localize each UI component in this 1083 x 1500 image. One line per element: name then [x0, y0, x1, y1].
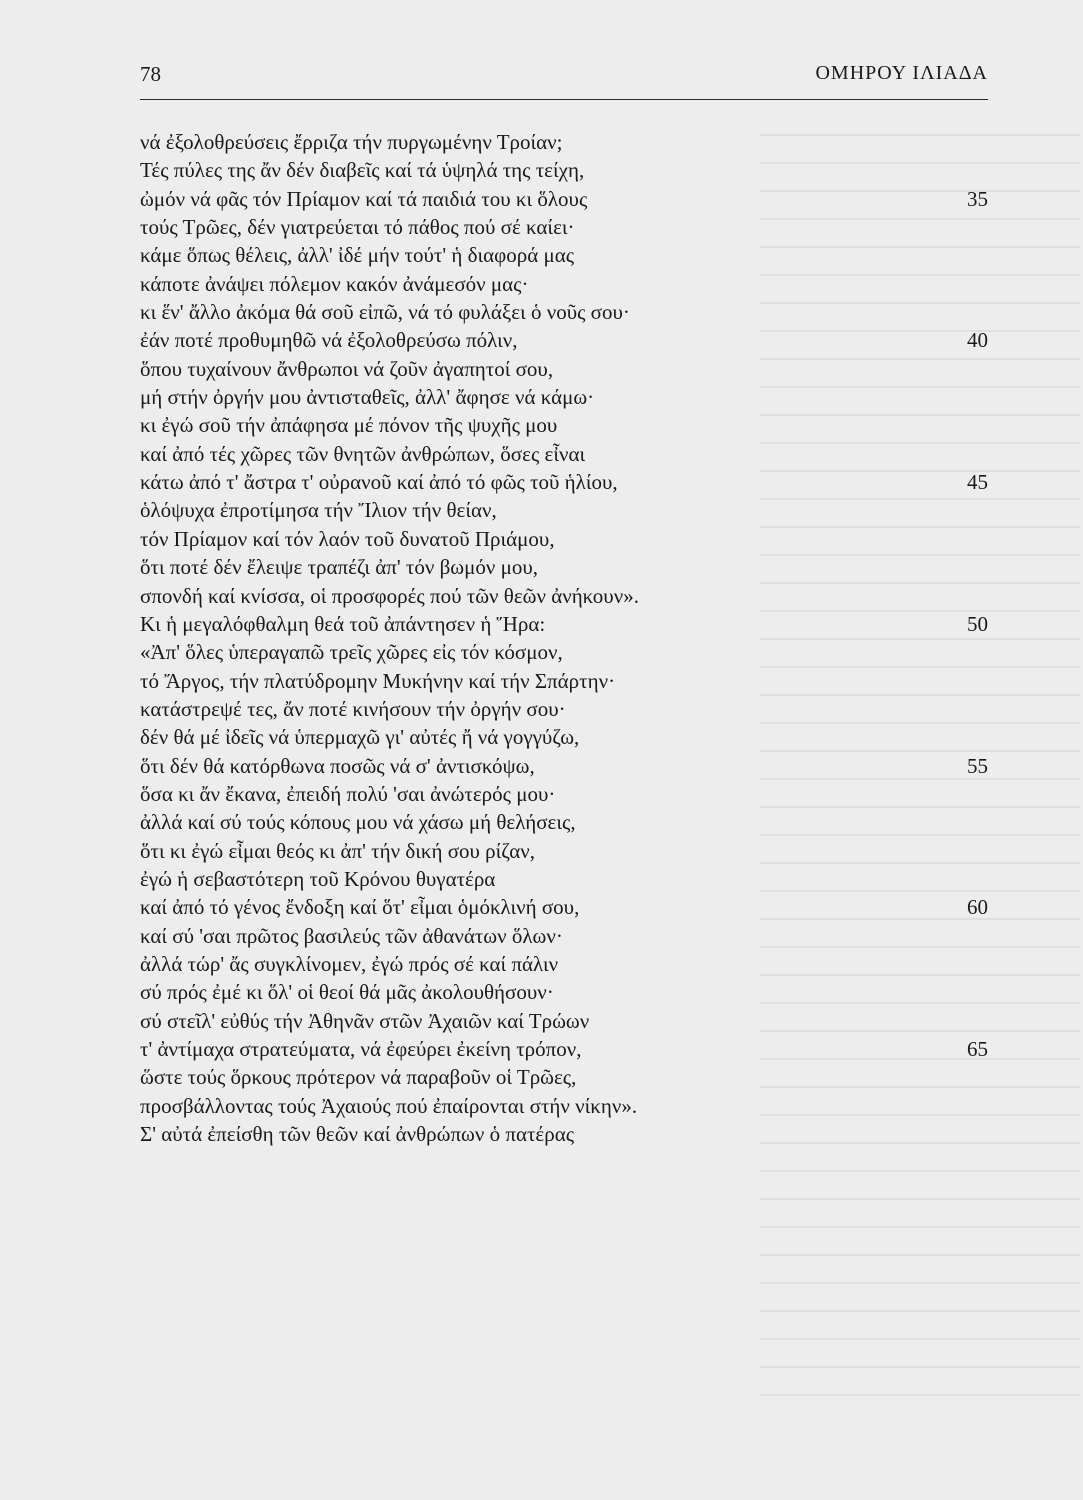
verse-line: [140, 156, 988, 184]
verse-line: [140, 1120, 988, 1148]
verse-text: τόν Πρίαμον καί τόν λαόν τοῦ δυνατοῦ Πριάμου,: [140, 526, 555, 551]
verse-line: [140, 893, 988, 921]
page-number: 78: [140, 62, 161, 86]
verse-text: ὅσα κι ἄν ἔκανα, ἐπειδή πολύ 'σαι ἀνώτερός μου·: [140, 781, 556, 806]
verse-text: Τές πύλες της ἄν δέν διαβεῖς καί τά ὑψηλά της τείχη,: [140, 158, 585, 183]
verse-line: [140, 667, 988, 695]
verse-text: κάτω ἀπό τ' ἄστρα τ' οὐρανοῦ καί ἀπό τό φῶς τοῦ ἡλίου,: [140, 470, 618, 495]
verse-text: ὥστε τούς ὅρκους πρότερον νά παραβοῦν οἱ Τρῶες,: [140, 1065, 577, 1090]
line-number: 55: [967, 753, 988, 778]
verse-text: τό Ἄργος, τήν πλατύδρομην Μυκήνην καί τήν Σπάρτην·: [140, 668, 616, 693]
verse-line: [140, 270, 988, 298]
verse-text: Κι ἡ μεγαλόφθαλμη θεά τοῦ ἀπάντησεν ἡ Ἥρα:: [140, 611, 546, 636]
verse-line: [140, 128, 988, 156]
verse-line: [140, 695, 988, 723]
verse-text: τούς Τρῶες, δέν γιατρεύεται τό πάθος πού σέ καίει·: [140, 215, 575, 240]
verse-text: δέν θά μέ ἰδεῖς νά ὑπερμαχῶ γι' αὐτές ἤ νά γογγύζω,: [140, 725, 580, 750]
verse-text: τ' ἀντίμαχα στρατεύματα, νά ἐφεύρει ἐκείνη τρόπον,: [140, 1037, 582, 1061]
verse-line: [140, 440, 988, 468]
verse-line: [140, 978, 988, 1006]
verse-text: σύ στεῖλ' εὐθύς τήν Ἀθηνᾶν στῶν Ἀχαιῶν καί Τρώων: [140, 1008, 590, 1033]
verse-text: ὅτι κι ἐγώ εἶμαι θεός κι ἀπ' τήν δική σου ρίζαν,: [140, 838, 535, 863]
line-number: 40: [967, 328, 988, 353]
verse-line: [140, 213, 988, 241]
verse-text: καί ἀπό τό γένος ἔνδοξη καί ὅτ' εἶμαι ὁμόκλινή σου,: [140, 895, 580, 920]
verse-line: [140, 525, 988, 553]
verse-text: σπονδή καί κνίσσα, οἱ προσφορές πού τῶν θεῶν ἀνήκουν».: [140, 583, 639, 608]
verse-line: [140, 468, 988, 496]
verse-text: κάποτε ἀνάψει πόλεμον κακόν ἀνάμεσόν μας·: [140, 271, 529, 296]
verse-text: ὅτι ποτέ δέν ἔλειψε τραπέζι ἀπ' τόν βωμόν μου,: [140, 555, 539, 580]
verse-text: ὅπου τυχαίνουν ἄνθρωποι νά ζοῦν ἀγαπητοί σου,: [140, 356, 554, 381]
verse-text: «Ἀπ' ὅλες ὑπεραγαπῶ τρεῖς χῶρες εἰς τόν κόσμον,: [140, 640, 563, 665]
verse-text: προσβάλλοντας τούς Ἀχαιούς πού ἐπαίρονται στήν νίκην».: [140, 1093, 638, 1118]
verse-line: [140, 1063, 988, 1091]
running-title: ΟΜΗΡΟΥ ΙΛΙΑΔΑ: [815, 62, 988, 84]
verse-line: [140, 383, 988, 411]
line-number: 60: [967, 895, 988, 920]
verse-line: [140, 241, 988, 269]
verse-line: [140, 638, 988, 666]
verse-line: [140, 752, 988, 780]
verse-text: Σ' αὐτά ἐπείσθη τῶν θεῶν καί ἀνθρώπων ὁ πατέρας: [140, 1122, 575, 1147]
verse-line: [140, 1035, 988, 1063]
line-number: 35: [967, 186, 988, 211]
verse-text: ὁλόψυχα ἐπροτίμησα τήν Ἴλιον τήν θείαν,: [140, 498, 497, 523]
verse-line: [140, 553, 988, 581]
verse-line: [140, 1092, 988, 1120]
verse-text: ἀλλά καί σύ τούς κόπους μου νά χάσω μή θελήσεις,: [140, 810, 576, 835]
verse-text: ἀλλά τώρ' ἄς συγκλίνομεν, ἐγώ πρός σέ καί πάλιν: [140, 951, 559, 976]
verse-line: [140, 185, 988, 213]
verse-line: [140, 723, 988, 751]
verse-text: μή στήν ὀργήν μου ἀντισταθεῖς, ἀλλ' ἄφησε νά κάμω·: [140, 385, 595, 410]
verse-line: [140, 298, 988, 326]
verse-line: [140, 950, 988, 978]
verse-text: ὅτι δέν θά κατόρθωνα ποσῶς νά σ' ἀντισκόψω,: [140, 753, 535, 778]
verse-line: [140, 496, 988, 524]
verse-text: ὠμόν νά φᾶς τόν Πρίαμον καί τά παιδιά του κι ὅλους: [140, 186, 588, 211]
verse-text: κάμε ὅπως θέλεις, ἀλλ' ἰδέ μήν τούτ' ἡ διαφορά μας: [140, 243, 575, 268]
verse-line: [140, 326, 988, 354]
verse-text: καί σύ 'σαι πρῶτος βασιλεύς τῶν ἀθανάτων ὅλων·: [140, 923, 563, 948]
verse-line: [140, 1007, 988, 1035]
verse-text: ἐάν ποτέ προθυμηθῶ νά ἐξολοθρεύσω πόλιν,: [140, 328, 518, 353]
verse-line: [140, 610, 988, 638]
verse-text: καί ἀπό τές χῶρες τῶν θνητῶν ἀνθρώπων, ὅσες εἶναι: [140, 441, 586, 466]
header-rule: [140, 99, 988, 100]
verse-text: σύ πρός ἐμέ κι ὅλ' οἱ θεοί θά μᾶς ἀκολουθήσουν·: [140, 980, 554, 1005]
verse-block: [140, 128, 988, 1148]
verse-line: [140, 411, 988, 439]
verse-line: [140, 808, 988, 836]
line-number: 45: [967, 470, 988, 495]
verse-line: [140, 582, 988, 610]
line-number: 50: [967, 611, 988, 636]
verse-line: [140, 922, 988, 950]
line-number: 65: [967, 1037, 988, 1061]
verse-line: [140, 865, 988, 893]
verse-line: [140, 780, 988, 808]
verse-text: ἐγώ ἡ σεβαστότερη τοῦ Κρόνου θυγατέρα: [140, 866, 496, 891]
page-header: [140, 62, 988, 92]
verse-text: νά ἐξολοθρεύσεις ἔρριζα τήν πυργωμένην Τροίαν;: [140, 130, 563, 154]
verse-text: κι ἐγώ σοῦ τήν ἀπάφησα μέ πόνον τῆς ψυχῆς μου: [140, 413, 558, 438]
verse-line: [140, 837, 988, 865]
verse-text: κι ἕν' ἄλλο ἀκόμα θά σοῦ εἰπῶ, νά τό φυλάξει ὁ νοῦς σου·: [140, 300, 630, 325]
verse-text: κατάστρεψέ τες, ἄν ποτέ κινήσουν τήν ὀργήν σου·: [140, 696, 566, 721]
verse-line: [140, 355, 988, 383]
